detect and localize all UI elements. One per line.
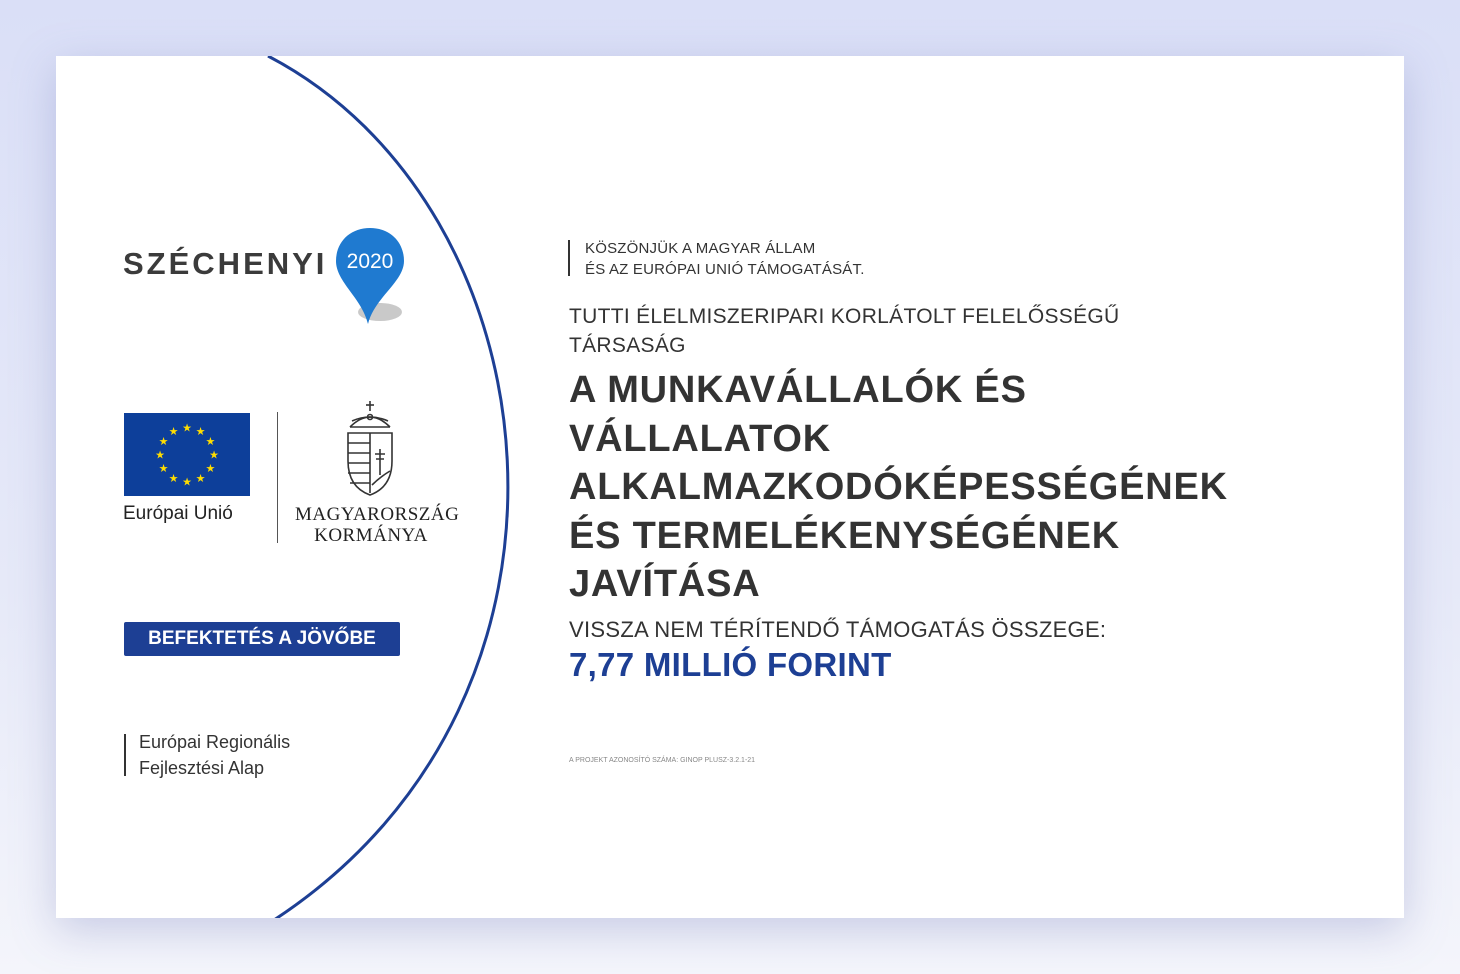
support-amount: 7,77 MILLIÓ FORINT xyxy=(569,646,892,683)
szechenyi-year: 2020 xyxy=(346,250,394,273)
eu-star-icon: ★ xyxy=(209,448,219,462)
fund-divider xyxy=(124,734,126,776)
eu-star-icon: ★ xyxy=(205,462,216,475)
eu-star-icon: ★ xyxy=(155,448,165,462)
eu-star-icon: ★ xyxy=(168,471,179,485)
project-title-line: JAVÍTÁSA xyxy=(569,563,761,605)
eu-star-icon: ★ xyxy=(158,462,169,475)
government-line1: MAGYARORSZÁG xyxy=(295,504,460,525)
thanks-divider xyxy=(568,240,570,276)
company-name: TUTTI ÉLELMISZERIPARI KORLÁTOLT FELELŐSSÉGŰ TÁRSASÁG xyxy=(569,305,1120,357)
project-title xyxy=(569,366,1309,609)
project-title-line: A MUNKAVÁLLALÓK ÉS xyxy=(569,369,1027,411)
eu-star-icon: ★ xyxy=(195,425,206,439)
eu-label: Európai Unió xyxy=(123,503,233,524)
eu-star-icon: ★ xyxy=(168,425,179,439)
logo-divider xyxy=(277,412,278,543)
eu-flag-icon xyxy=(124,413,250,496)
project-title-line: ALKALMAZKODÓKÉPESSÉGÉNEK xyxy=(569,466,1228,508)
thanks-line1: KÖSZÖNJÜK A MAGYAR ÁLLAM xyxy=(585,240,816,257)
eu-star-icon: ★ xyxy=(205,435,216,448)
fund-line1: Európai Regionális xyxy=(139,732,291,752)
szechenyi-wordmark: SZÉCHENYI xyxy=(123,246,328,281)
thanks-line2: ÉS AZ EURÓPAI UNIÓ TÁMOGATÁSÁT. xyxy=(585,261,865,278)
project-title-line: VÁLLALATOK xyxy=(569,417,832,460)
government-line2: KORMÁNYA xyxy=(314,525,428,546)
eu-star-icon: ★ xyxy=(182,475,192,489)
coat-of-arms-icon xyxy=(340,399,400,499)
project-title-line: ÉS TERMELÉKENYSÉGÉNEK xyxy=(569,514,1121,557)
project-id: A PROJEKT AZONOSÍTÓ SZÁMA: GINOP PLUSZ-3.2.1-21 xyxy=(569,757,756,764)
invest-banner: BEFEKTETÉS A JÖVŐBE xyxy=(124,622,400,656)
fund-line2: Fejlesztési Alap xyxy=(139,758,265,778)
eu-star-icon: ★ xyxy=(182,421,192,435)
eu-star-icon: ★ xyxy=(195,471,206,485)
support-label: VISSZA NEM TÉRÍTENDŐ TÁMOGATÁS ÖSSZEGE: xyxy=(569,617,1107,642)
eu-star-icon: ★ xyxy=(158,435,169,448)
location-pin-icon xyxy=(332,226,408,328)
info-card xyxy=(56,56,1404,918)
